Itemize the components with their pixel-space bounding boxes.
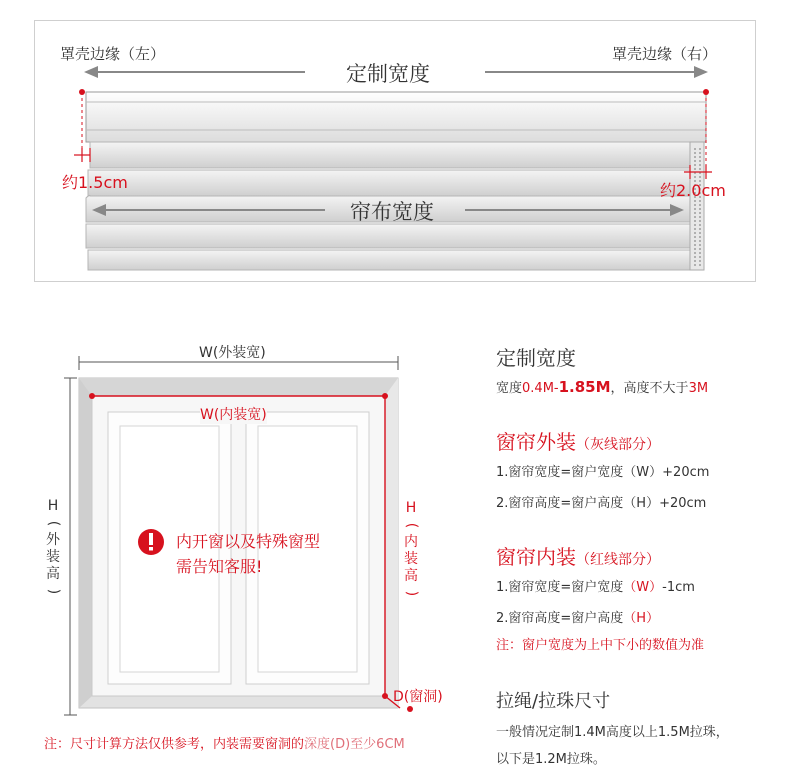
outer-width-label: W(外装宽) bbox=[199, 345, 266, 361]
pull-cord-line-1: 一般情况定制1.4M高度以上1.5M拉珠， bbox=[496, 725, 729, 740]
headrail bbox=[86, 92, 706, 142]
bottom-note: 注：尺寸计算方法仅供参考，内装需要窗洞的深度(D)至少6CM bbox=[44, 737, 405, 752]
exclamation-icon bbox=[138, 529, 164, 555]
depth-label: D(窗洞) bbox=[393, 689, 443, 705]
left-gap-marker bbox=[74, 148, 90, 162]
inner-width-label: W(内装宽) bbox=[200, 404, 267, 424]
pull-cord-line-2: 以下是1.2M拉珠。 bbox=[496, 752, 606, 767]
inner-mount-rule-1: 1.窗帘宽度=窗户宽度（W）-1cm bbox=[496, 580, 695, 595]
window-illustration bbox=[0, 300, 470, 740]
outer-mount-rule-2: 2.窗帘高度=窗户高度（H）+20cm bbox=[496, 496, 707, 511]
custom-width-range: 宽度0.4M-1.85M，高度不大于3M bbox=[496, 378, 709, 396]
pull-cord-title: 拉绳/拉珠尺寸 bbox=[496, 691, 611, 712]
custom-width-title: 定制宽度 bbox=[496, 346, 576, 370]
left-edge-label: 罩壳边缘（左） bbox=[60, 45, 166, 63]
left-edge-dot bbox=[79, 89, 85, 95]
outer-mount-rule-1: 1.窗帘宽度=窗户宽度（W）+20cm bbox=[496, 465, 710, 480]
fabric-width-label: 帘布宽度 bbox=[350, 200, 434, 224]
outer-mount-header: 窗帘外装（灰线部分） bbox=[496, 430, 660, 454]
pull-chain bbox=[690, 142, 704, 270]
left-gap-label: 约1.5cm bbox=[62, 173, 128, 192]
warning-text: 内开窗以及特殊窗型 需告知客服! bbox=[176, 532, 321, 576]
inner-height-label: H ( 内 装 高 ) bbox=[403, 500, 420, 597]
specs-panel bbox=[496, 342, 786, 767]
right-edge-dot bbox=[703, 89, 709, 95]
right-gap-label: 约2.0cm bbox=[660, 181, 726, 200]
inner-mount-note: 注：窗户宽度为上中下小的数值为准 bbox=[496, 638, 705, 653]
inner-mount-rule-2: 2.窗帘高度=窗户高度（H） bbox=[496, 611, 660, 626]
inner-mount-header: 窗帘内装（红线部分） bbox=[496, 545, 660, 569]
right-edge-label: 罩壳边缘（右） bbox=[612, 45, 718, 63]
outer-height-label: H ( 外 装 高 ) bbox=[44, 498, 62, 600]
custom-width-label: 定制宽度 bbox=[346, 62, 430, 86]
